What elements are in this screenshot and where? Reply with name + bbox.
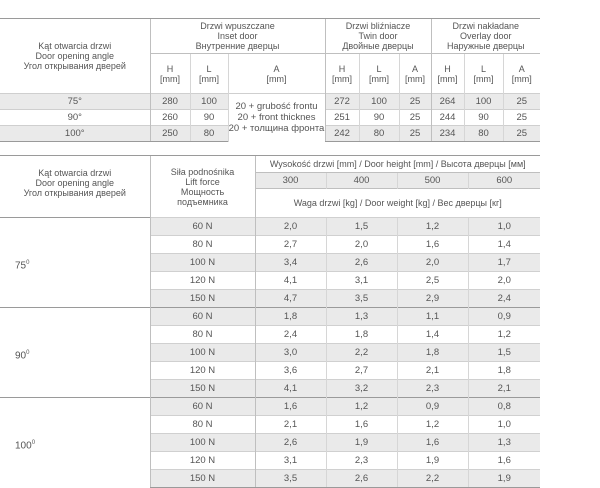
weight-cell: 1,5 — [326, 218, 397, 236]
lift-force-cell: 100 N — [150, 344, 255, 362]
weight-cell: 2,1 — [255, 416, 326, 434]
value-cell: 25 — [503, 110, 540, 126]
a-note: 20 + grubość frontu 20 + front thicknes 20 + толщина фронта — [228, 94, 325, 142]
weight-cell: 2,2 — [326, 344, 397, 362]
weight-cell: 2,7 — [326, 362, 397, 380]
value-cell: 100 — [190, 94, 228, 110]
weight-cell: 1,6 — [326, 416, 397, 434]
opening-angle-cell — [0, 398, 150, 488]
height-col: 300 — [255, 173, 326, 189]
value-cell: 251 — [325, 110, 359, 126]
weight-cell: 1,6 — [397, 236, 468, 254]
inset-h-col: H [mm] — [150, 54, 190, 94]
inset-a-col: A [mm] — [228, 54, 325, 94]
weight-cell: 1,7 — [468, 254, 540, 272]
weight-cell: 3,1 — [255, 452, 326, 470]
weight-cell: 0,9 — [468, 308, 540, 326]
door-weight-header: Waga drzwi [kg] / Door weight [kg] / Вес дверцы [кг] — [255, 189, 540, 218]
value-cell: 25 — [399, 126, 431, 142]
weight-cell: 3,0 — [255, 344, 326, 362]
value-cell: 25 — [503, 126, 540, 142]
angle-value: 100 — [15, 440, 32, 452]
weight-cell: 3,2 — [326, 380, 397, 398]
weight-cell: 3,1 — [326, 272, 397, 290]
weight-cell: 1,6 — [255, 398, 326, 416]
table-row — [0, 218, 540, 236]
weight-cell: 2,1 — [397, 362, 468, 380]
weight-cell: 4,1 — [255, 380, 326, 398]
weight-cell: 2,1 — [468, 380, 540, 398]
weight-cell: 1,8 — [326, 326, 397, 344]
twin-a-col: A [mm] — [399, 54, 431, 94]
weight-cell: 2,6 — [326, 470, 397, 488]
weight-cell: 1,8 — [397, 344, 468, 362]
weight-cell: 2,2 — [397, 470, 468, 488]
overlay-door-header: Drzwi nakładane Overlay door Наружные дверцы — [431, 19, 540, 54]
angle-header: Kąt otwarcia drzwi Door opening angle Угол открывания дверей — [0, 156, 150, 218]
height-col: 500 — [397, 173, 468, 189]
weight-cell: 2,4 — [468, 290, 540, 308]
lift-force-cell: 100 N — [150, 254, 255, 272]
weight-cell: 1,0 — [468, 218, 540, 236]
lift-force-table — [0, 155, 540, 488]
door-height-header: Wysokość drzwi [mm] / Door height [mm] / Высота дверцы [мм] — [255, 156, 540, 173]
lift-force-cell: 120 N — [150, 362, 255, 380]
weight-cell: 1,4 — [468, 236, 540, 254]
lift-force-cell: 150 N — [150, 290, 255, 308]
value-cell: 242 — [325, 126, 359, 142]
weight-cell: 0,8 — [468, 398, 540, 416]
weight-cell: 1,8 — [255, 308, 326, 326]
angle-cell: 100° — [0, 126, 150, 142]
angle-label — [15, 350, 29, 361]
weight-cell: 1,9 — [468, 470, 540, 488]
weight-cell: 3,6 — [255, 362, 326, 380]
degree-mark: 0 — [26, 260, 30, 266]
inset-door-header: Drzwi wpuszczane Inset door Внутренние дверцы — [150, 19, 325, 54]
lift-force-cell: 80 N — [150, 326, 255, 344]
inset-l-col: L [mm] — [190, 54, 228, 94]
lift-force-cell: 60 N — [150, 398, 255, 416]
value-cell: 80 — [359, 126, 399, 142]
lift-force-cell: 150 N — [150, 380, 255, 398]
value-cell: 80 — [190, 126, 228, 142]
weight-cell: 2,3 — [397, 380, 468, 398]
value-cell: 25 — [399, 110, 431, 126]
weight-cell: 1,3 — [326, 308, 397, 326]
value-cell: 250 — [150, 126, 190, 142]
value-cell: 100 — [359, 94, 399, 110]
lift-force-cell: 120 N — [150, 272, 255, 290]
weight-cell: 2,7 — [255, 236, 326, 254]
angle-value: 75 — [15, 260, 27, 272]
value-cell: 234 — [431, 126, 464, 142]
weight-cell: 1,5 — [468, 344, 540, 362]
weight-cell: 2,0 — [255, 218, 326, 236]
value-cell: 90 — [190, 110, 228, 126]
weight-cell: 1,4 — [397, 326, 468, 344]
overlay-l-col: L [mm] — [464, 54, 503, 94]
table-row — [0, 308, 540, 326]
lift-force-cell: 150 N — [150, 470, 255, 488]
weight-cell: 1,2 — [397, 218, 468, 236]
value-cell: 80 — [464, 126, 503, 142]
dimensions-table — [0, 18, 540, 142]
lift-force-cell: 60 N — [150, 218, 255, 236]
weight-cell: 2,5 — [397, 272, 468, 290]
weight-cell: 2,3 — [326, 452, 397, 470]
angle-label — [15, 260, 29, 271]
weight-cell: 2,0 — [397, 254, 468, 272]
angle-value: 90 — [15, 350, 27, 362]
value-cell: 90 — [464, 110, 503, 126]
angle-label — [15, 440, 35, 451]
weight-cell: 1,3 — [468, 434, 540, 452]
weight-cell: 1,6 — [468, 452, 540, 470]
weight-cell: 1,9 — [326, 434, 397, 452]
twin-door-header: Drzwi bliźniacze Twin door Двойные дверцы — [325, 19, 431, 54]
value-cell: 100 — [464, 94, 503, 110]
twin-l-col: L [mm] — [359, 54, 399, 94]
value-cell: 280 — [150, 94, 190, 110]
degree-mark: 0 — [26, 350, 30, 356]
weight-cell: 1,2 — [468, 326, 540, 344]
weight-cell: 4,1 — [255, 272, 326, 290]
weight-cell: 1,8 — [468, 362, 540, 380]
weight-cell: 1,9 — [397, 452, 468, 470]
value-cell: 25 — [399, 94, 431, 110]
height-col: 400 — [326, 173, 397, 189]
weight-cell: 1,6 — [397, 434, 468, 452]
overlay-h-col: H [mm] — [431, 54, 464, 94]
weight-cell: 1,1 — [397, 308, 468, 326]
weight-cell: 3,5 — [255, 470, 326, 488]
opening-angle-cell — [0, 308, 150, 398]
lift-force-cell: 100 N — [150, 434, 255, 452]
value-cell: 90 — [359, 110, 399, 126]
value-cell: 244 — [431, 110, 464, 126]
value-cell: 264 — [431, 94, 464, 110]
value-cell: 272 — [325, 94, 359, 110]
angle-cell: 90° — [0, 110, 150, 126]
weight-cell: 2,9 — [397, 290, 468, 308]
lift-force-cell: 80 N — [150, 416, 255, 434]
weight-cell: 0,9 — [397, 398, 468, 416]
weight-cell: 2,6 — [255, 434, 326, 452]
degree-mark: 0 — [31, 440, 36, 446]
weight-cell: 1,2 — [397, 416, 468, 434]
lift-force-cell: 80 N — [150, 236, 255, 254]
weight-cell: 2,0 — [326, 236, 397, 254]
weight-cell: 1,0 — [468, 416, 540, 434]
weight-cell: 2,4 — [255, 326, 326, 344]
table-row — [0, 94, 540, 110]
lift-force-cell: 120 N — [150, 452, 255, 470]
weight-cell: 3,5 — [326, 290, 397, 308]
value-cell: 260 — [150, 110, 190, 126]
lift-force-header: Siła podnośnika Lift force Мощность подъемника — [150, 156, 255, 218]
weight-cell: 2,6 — [326, 254, 397, 272]
twin-h-col: H [mm] — [325, 54, 359, 94]
lift-force-cell: 60 N — [150, 308, 255, 326]
weight-cell: 4,7 — [255, 290, 326, 308]
opening-angle-cell — [0, 218, 150, 308]
weight-cell: 2,0 — [468, 272, 540, 290]
height-col: 600 — [468, 173, 540, 189]
weight-cell: 3,4 — [255, 254, 326, 272]
table-row — [0, 398, 540, 416]
value-cell: 25 — [503, 94, 540, 110]
weight-cell: 1,2 — [326, 398, 397, 416]
angle-header: Kąt otwarcia drzwi Door opening angle Угол открывания дверей — [0, 19, 150, 94]
angle-cell: 75° — [0, 94, 150, 110]
overlay-a-col: A [mm] — [503, 54, 540, 94]
